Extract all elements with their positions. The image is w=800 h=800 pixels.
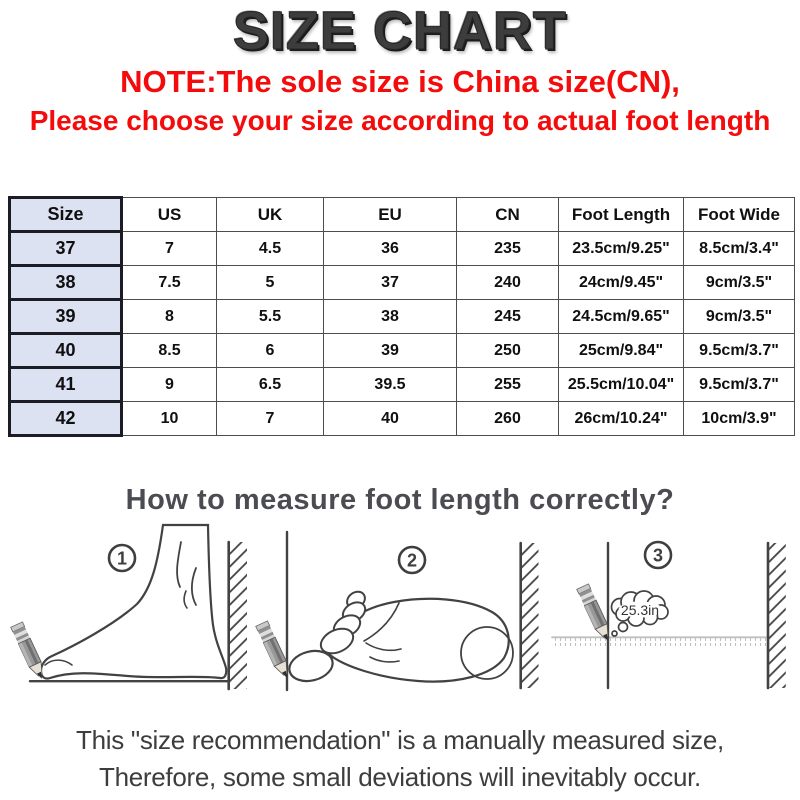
value-cell: 10cm/3.9" xyxy=(684,402,795,436)
col-header: CN xyxy=(457,198,559,232)
value-cell: 24cm/9.45" xyxy=(559,266,684,300)
note-line-1: NOTE:The sole size is China size(CN), xyxy=(120,64,680,99)
col-header: Foot Length xyxy=(559,198,684,232)
table-body xyxy=(10,232,795,436)
size-cell: 40 xyxy=(10,334,122,368)
wall-icon xyxy=(768,543,786,688)
value-cell: 25.5cm/10.04" xyxy=(559,368,684,402)
measure-heading: How to measure foot length correctly? xyxy=(125,484,675,516)
value-cell: 245 xyxy=(457,300,559,334)
value-cell: 39.5 xyxy=(324,368,457,402)
value-cell: 255 xyxy=(457,368,559,402)
step-1-badge xyxy=(109,545,135,571)
table-row xyxy=(10,334,795,368)
value-cell: 40 xyxy=(324,402,457,436)
size-cell: 38 xyxy=(10,266,122,300)
value-cell: 39 xyxy=(324,334,457,368)
bubble-measurement-label: 25.3in xyxy=(620,602,660,618)
value-cell: 240 xyxy=(457,266,559,300)
step-3-badge xyxy=(645,542,671,568)
value-cell: 5.5 xyxy=(217,300,324,334)
col-header: US xyxy=(122,198,217,232)
value-cell: 25cm/9.84" xyxy=(559,334,684,368)
value-cell: 9cm/3.5" xyxy=(684,300,795,334)
value-cell: 9 xyxy=(122,368,217,402)
value-cell: 4.5 xyxy=(217,232,324,266)
note-block xyxy=(0,61,800,139)
value-cell: 250 xyxy=(457,334,559,368)
svg-text:2: 2 xyxy=(406,550,418,571)
value-cell: 5 xyxy=(217,266,324,300)
table-header-row xyxy=(10,198,795,232)
table-row xyxy=(10,402,795,436)
value-cell: 38 xyxy=(324,300,457,334)
wall-icon xyxy=(521,543,539,688)
col-header: UK xyxy=(217,198,324,232)
step-1-illustration xyxy=(11,525,247,689)
value-cell: 9cm/3.5" xyxy=(684,266,795,300)
footer-line-2: Therefore, some small deviations will inevitably occur. xyxy=(99,762,701,792)
measure-illustration xyxy=(0,515,800,705)
value-cell: 24.5cm/9.65" xyxy=(559,300,684,334)
value-cell: 10 xyxy=(122,402,217,436)
size-cell: 42 xyxy=(10,402,122,436)
value-cell: 8.5cm/3.4" xyxy=(684,232,795,266)
step-2-badge xyxy=(399,547,425,573)
thought-bubble xyxy=(612,591,669,636)
value-cell: 6.5 xyxy=(217,368,324,402)
value-cell: 8.5 xyxy=(122,334,217,368)
value-cell: 8 xyxy=(122,300,217,334)
wall-icon xyxy=(229,542,247,689)
svg-text:3: 3 xyxy=(652,545,664,566)
footer-line-1: This "size recommendation" is a manually measured size, xyxy=(76,725,724,755)
value-cell: 9.5cm/3.7" xyxy=(684,334,795,368)
ruler-icon xyxy=(552,637,766,646)
col-header-size: Size xyxy=(10,198,122,232)
col-header: Foot Wide xyxy=(684,198,795,232)
table-row xyxy=(10,232,795,266)
table-row xyxy=(10,300,795,334)
size-cell: 41 xyxy=(10,368,122,402)
value-cell: 26cm/10.24" xyxy=(559,402,684,436)
value-cell: 6 xyxy=(217,334,324,368)
size-cell: 39 xyxy=(10,300,122,334)
foot-side-icon xyxy=(41,525,226,679)
value-cell: 36 xyxy=(324,232,457,266)
size-cell: 37 xyxy=(10,232,122,266)
note-line-2: Please choose your size according to actual foot length xyxy=(29,105,771,136)
size-table xyxy=(8,196,795,437)
page-title: SIZE CHART xyxy=(233,1,567,61)
value-cell: 9.5cm/3.7" xyxy=(684,368,795,402)
value-cell: 7 xyxy=(217,402,324,436)
value-cell: 23.5cm/9.25" xyxy=(559,232,684,266)
value-cell: 7 xyxy=(122,232,217,266)
value-cell: 7.5 xyxy=(122,266,217,300)
value-cell: 37 xyxy=(324,266,457,300)
svg-text:1: 1 xyxy=(116,548,128,569)
step-2-illustration xyxy=(256,532,539,690)
step-3-illustration xyxy=(552,542,786,688)
col-header: EU xyxy=(324,198,457,232)
value-cell: 260 xyxy=(457,402,559,436)
value-cell: 235 xyxy=(457,232,559,266)
foot-sole-icon xyxy=(286,588,513,685)
table-row xyxy=(10,368,795,402)
footer-note xyxy=(0,722,800,796)
table-row xyxy=(10,266,795,300)
